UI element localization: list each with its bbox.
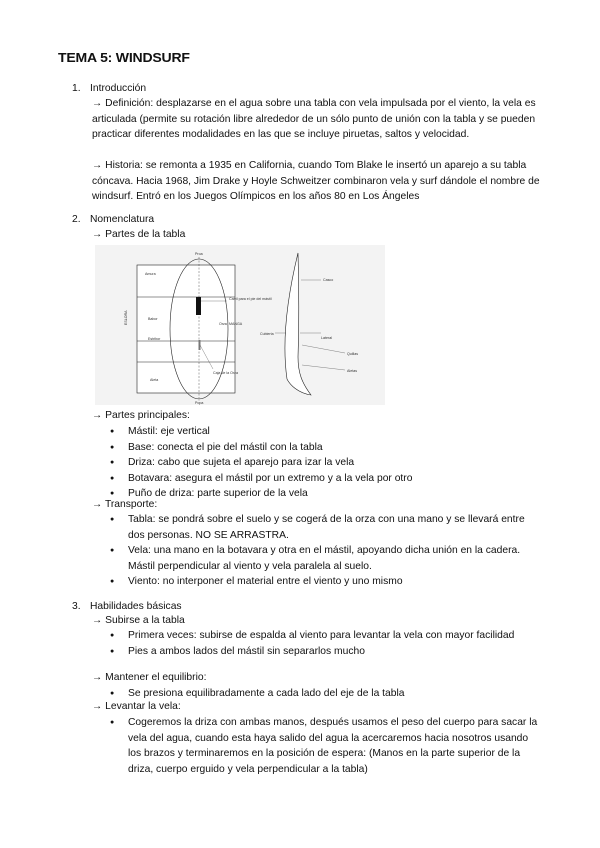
main-parts-list	[110, 424, 540, 502]
raise-sail-list	[110, 715, 540, 777]
raise-sail-label: → Levantar la vela:	[92, 701, 181, 712]
transport-label: → Transporte:	[92, 499, 158, 510]
board-diagram	[95, 245, 385, 405]
boarding-list	[110, 628, 540, 659]
label-estribor: Estribor	[148, 337, 161, 341]
label-orza: Orza	[219, 322, 227, 326]
daggerboard-slot	[199, 340, 201, 350]
section-title: Habilidades básicas	[90, 601, 182, 612]
section-number: 3.	[72, 601, 81, 612]
board-parts-label: → Partes de la tabla	[92, 229, 186, 240]
label-quillas: Quillas	[347, 352, 358, 356]
list-item: ● Viento: no interponer el material entre el viento y uno mismo	[110, 574, 540, 590]
label-aletas: Aletas	[347, 369, 357, 373]
transport-list	[110, 512, 540, 590]
list-item: ● Primera veces: subirse de espalda al viento para levantar la vela con mayor facilidad	[110, 628, 540, 644]
label-aleta: Aleta	[150, 378, 159, 382]
section-heading-nomenclatura	[72, 214, 154, 225]
page-title: TEMA 5: WINDSURF	[58, 50, 190, 65]
list-item: ● Vela: una mano en la botavara y otra en el mástil, apoyando dicha unión en la cadera. Mástil perpendicular al viento y vela paralela al suelo.	[110, 543, 540, 574]
label-babor: Babor	[148, 317, 158, 321]
label-eslora: ESLORA	[124, 310, 128, 325]
definition-paragraph: → Definición: desplazarse en el agua sobre una tabla con vela impulsada por el viento, la vela es articulada (permite su rotación libre alrededor de un sólo punto de unión con la tabla y se pueden practicar diferentes modalidades en las que se incluye piruetas, saltos y velocidad.	[92, 98, 536, 140]
list-item: ● Botavara: asegura el mástil por un extremo y a la vela por otro	[110, 471, 540, 487]
section-title: Introducción	[90, 83, 147, 94]
section-title: Nomenclatura	[90, 214, 155, 225]
label-manga: MANGA	[229, 322, 243, 326]
label-cubierta: Cubierta	[260, 332, 274, 336]
label-amura: Amura	[145, 272, 156, 276]
balance-label: → Mantener el equilibrio:	[92, 672, 207, 683]
label-daggerboard-box: Caja de la Orza	[213, 371, 238, 375]
section-heading-habilidades	[72, 601, 182, 612]
list-item: ● Se presiona equilibradamente a cada lado del eje de la tabla	[110, 686, 540, 702]
list-item: ● Base: conecta el pie del mástil con la tabla	[110, 440, 540, 456]
list-item: ● Tabla: se pondrá sobre el suelo y se cogerá de la orza con una mano y se llevará entre dos personas. NO SE ARRASTRA.	[110, 512, 540, 543]
main-parts-label: → Partes principales:	[92, 410, 190, 421]
balance-list	[110, 686, 540, 702]
list-item: ● Driza: cabo que sujeta el aparejo para izar la vela	[110, 455, 540, 471]
history-paragraph: → Historia: se remonta a 1935 en California, cuando Tom Blake le insertó un aparejo a su tabla cóncava. Hacia 1968, Jim Drake y Hoyle Schweitzer combinaron vela y surf dándole el nombre de windsurf. Entró en los Juegos Olímpicos en los años 80 en Los Ángeles	[92, 160, 540, 202]
label-proa: Proa	[195, 252, 203, 256]
section-number: 1.	[72, 83, 81, 94]
mast-track	[196, 297, 201, 315]
label-lateral: Lateral	[321, 336, 332, 340]
section-heading-introduccion	[72, 83, 146, 94]
label-mast-slot: Carril para el pie del mástil	[229, 297, 272, 301]
list-item: ● Cogeremos la driza con ambas manos, después usamos el peso del cuerpo para sacar la vela del agua, cuando esta haya salido del agua la acercaremos hacia nosotros usando los brazos y terminaremos en la posición de espera: (Manos en la parte superior de la driza, cuerpo erguido y vela perpendicular a la tabla)	[110, 715, 540, 777]
list-item: ● Pies a ambos lados del mástil sin separarlos mucho	[110, 644, 540, 660]
section-number: 2.	[72, 214, 81, 225]
boarding-label: → Subirse a la tabla	[92, 615, 185, 626]
label-popa: Popa	[195, 401, 204, 405]
list-item: ● Mástil: eje vertical	[110, 424, 540, 440]
list-item: ● Puño de driza: parte superior de la vela	[110, 486, 540, 502]
label-casco: Casco	[323, 278, 334, 282]
